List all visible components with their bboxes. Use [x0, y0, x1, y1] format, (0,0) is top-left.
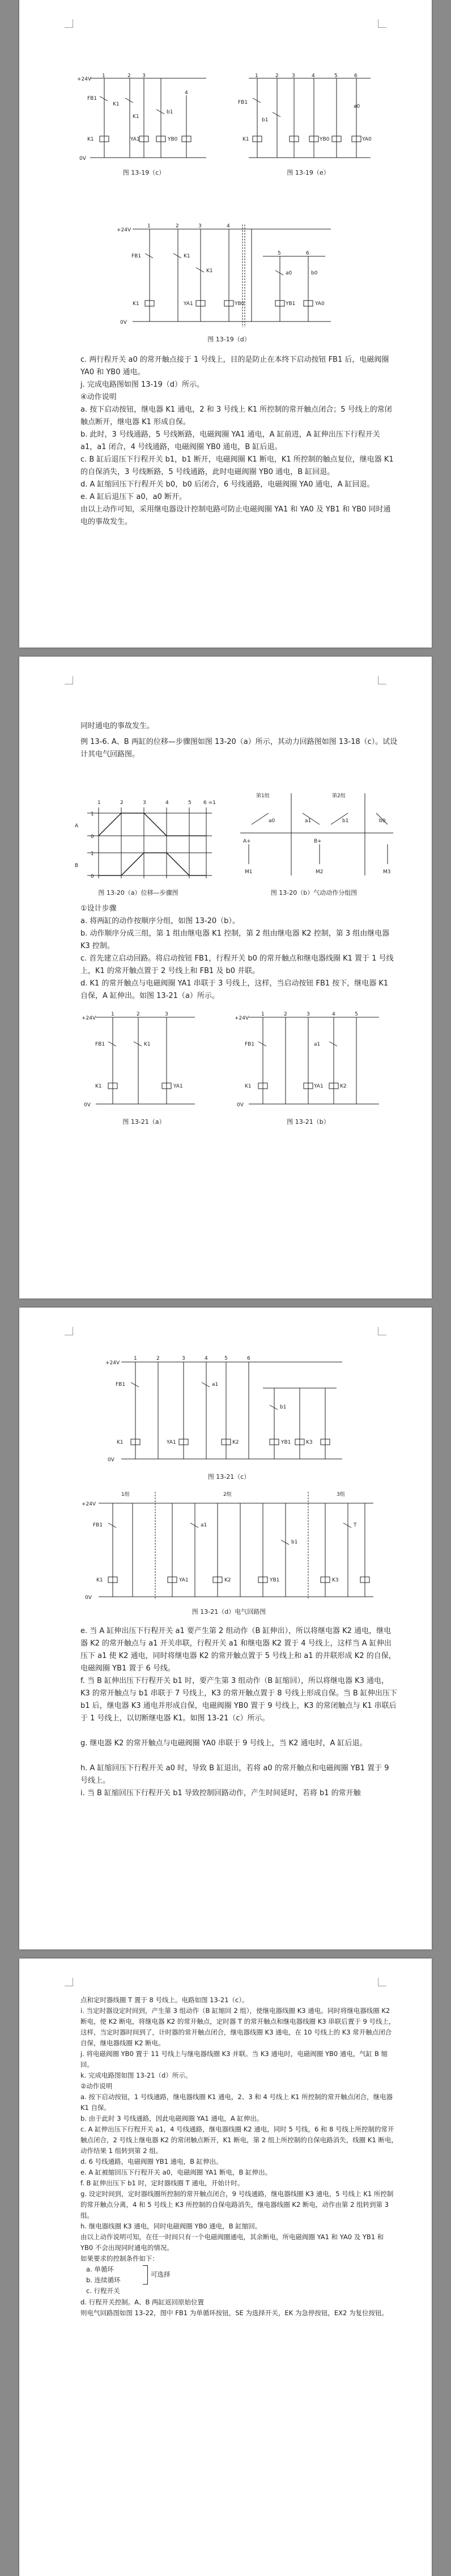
svg-text:1: 1: [91, 811, 94, 817]
paragraph: 由以上动作说明可知，在任一时间只有一个电磁阀圈通电，其余断电，所电磁阀圈 YA1 和 YA0 及 YB1 和 YB0 不会出现同时通电的情况。: [80, 2233, 384, 2252]
svg-text:b0: b0: [379, 818, 386, 824]
svg-text:T: T: [354, 1522, 357, 1528]
svg-text:4: 4: [227, 223, 230, 229]
crop-mark: [378, 676, 386, 684]
document-page-4: [19, 1959, 432, 2576]
svg-text:YA1: YA1: [173, 1084, 183, 1089]
svg-text:+24V: +24V: [117, 227, 131, 233]
group-header: 3组: [337, 1492, 345, 1498]
paragraph: b. 此时，3 号线通路，5 号线断路，电磁阀圈 YA1 通电，A 缸前进，A 缸伸出压下行程开关 a1，a1 闭合，4 号线通路，电磁阀圈 YB0 通电，B 缸后退。: [80, 430, 380, 451]
document-page-3: [19, 1308, 432, 1949]
svg-text:K1: K1: [117, 1440, 124, 1445]
motor-label: M2: [316, 869, 324, 875]
paragraph: c. 两行程开关 a0 的常开触点接于 1 号线上，目的是防止在本终下启动按钮 FB1 后，电磁阀圈 YA0 和 YB0 通电。: [80, 356, 389, 377]
paragraph: d. K1 的常开触点与电磁阀圈 YA1 串联于 3 号线上，这样，当启动按钮 FB1 按下，继电器 K1 自保，A 缸伸出。如图 13-21（a）所示。: [80, 979, 389, 1000]
svg-text:1: 1: [91, 851, 94, 857]
paragraph: a. 按下启动按钮，1 号线通路，继电器线圈 K1 通电，2、3 和 4 号线上 K1 所控制的常开触点闭合，继电器 K1 自保。: [80, 2093, 393, 2112]
paragraph: a. 按下启动按钮，继电器 K1 通电，2 和 3 号线上 K1 所控制的常开触点闭合；5 号线上的常闭触点断开，继电器 K1 形成自保。: [80, 405, 392, 426]
svg-text:1: 1: [147, 223, 151, 229]
brace-label: 可选择: [151, 2270, 171, 2278]
paragraph: e. A 缸后退压下 a0，a0 断开。: [80, 493, 187, 501]
svg-text:FB1: FB1: [87, 96, 97, 101]
svg-text:5: 5: [224, 1356, 228, 1361]
svg-text:3: 3: [292, 73, 295, 79]
svg-text:4: 4: [312, 73, 315, 79]
paragraph: b. 动作顺序分成三组，第 1 组由继电器 K1 控制，第 2 组由继电器 K2 控制，第 3 组由继电器 K3 控制。: [80, 929, 390, 950]
svg-text:K1: K1: [95, 1084, 102, 1089]
paragraph: a. 将两缸的动作按顺序分组，如图 13-20（b）。: [80, 917, 240, 925]
svg-text:a1: a1: [212, 1382, 219, 1388]
svg-text:+24V: +24V: [105, 1360, 120, 1366]
svg-text:YB0: YB0: [320, 137, 330, 142]
svg-text:YA1: YA1: [179, 1577, 189, 1583]
figure-caption: 图 13-19（c）: [122, 169, 165, 176]
paragraph: k. 完成电路图如图 13-21（d）所示。: [80, 2071, 192, 2079]
svg-text:0V: 0V: [237, 1102, 244, 1108]
document-page-1: [19, 0, 432, 648]
svg-text:5: 5: [334, 73, 338, 79]
svg-text:YA1: YA1: [130, 137, 140, 142]
circuit-diagram-13-19c: [76, 73, 218, 163]
svg-text:K1: K1: [144, 1042, 151, 1047]
figure-caption: 图 13-20（b）气动动作分组图: [270, 889, 358, 896]
svg-text:+24V: +24V: [77, 77, 92, 82]
svg-text:4: 4: [165, 800, 169, 806]
paragraph: g. 设定时间到，定时器线圈所控制的常开触点闭合，9 号线通路，继电器线圈 K3 通电，5 号线上 K1 所控制的常开触点分离，4 和 5 号线上 K3 所控制的自保电路消失，继电器线圈 K2 断电，动作由第 2 组转到第 3 组。: [80, 2190, 394, 2219]
option-list: [80, 2264, 398, 2297]
svg-text:K2: K2: [232, 1440, 239, 1445]
svg-text:FB1: FB1: [131, 253, 142, 259]
circuit-diagram-13-19d: [116, 222, 342, 330]
paragraph: g. 继电器 K2 的常开触点与电磁阀圈 YA0 串联于 9 号线上，当 K2 通电时，A 缸后退。: [80, 1739, 367, 1748]
group-label: 第2组: [332, 793, 346, 799]
circuit-diagram-13-21b: [235, 1010, 388, 1113]
paragraph: 则电气回路图如图 13-22，图中 FB1 为单循环按钮，SE 为选择开关，EK 为急停按钮，EX2 为复位按钮。: [80, 2309, 388, 2317]
svg-text:B: B: [75, 863, 79, 869]
svg-text:FB1: FB1: [116, 1382, 126, 1388]
svg-text:6: 6: [354, 73, 358, 79]
group-header: 2组: [223, 1492, 232, 1498]
svg-text:2: 2: [137, 1012, 140, 1017]
svg-text:3: 3: [182, 1356, 185, 1361]
svg-text:4: 4: [185, 90, 188, 96]
svg-text:K1: K1: [133, 301, 139, 307]
svg-text:K1: K1: [206, 268, 213, 274]
svg-text:2: 2: [176, 223, 179, 229]
paragraph: h. 继电器线圈 K3 通电，同时电磁阀圈 YB0 通电，B 缸缩回。: [80, 2222, 262, 2230]
svg-text:2: 2: [156, 1356, 160, 1361]
paragraph: 同时通电的事故发生。: [80, 722, 155, 730]
svg-text:YB1: YB1: [270, 1577, 280, 1583]
crop-mark: [378, 19, 386, 28]
paragraph: d. A 缸缩回压下行程开关 b0，b0 后闭合，6 号线通路，电磁阀圈 YA0 通电，A 缸回退。: [80, 480, 375, 489]
list-item: b. 连续循环: [86, 2276, 121, 2284]
paragraph: e. 当 A 缸伸出压下行程开关 a1 要产生第 2 组动作（B 缸伸出），所以将继电器 K2 通电，继电器 K2 的常开触点与 a1 开关串联，行程开关 a1 和继电器 K2 置于 4 号线上，这样当 A 缸伸出压下 a1 使 K2 通电，同时将继电器 K2 的常开触点置于 5 号线上和 a1 的并联形成 K2 的自保，电磁阀圈 YB1 置于 6 号线。: [80, 1627, 396, 1673]
svg-text:1: 1: [102, 73, 105, 79]
arrow-label: A+: [243, 839, 251, 844]
svg-text:FB1: FB1: [238, 100, 248, 105]
figure-caption: 图 13-21（b）: [287, 1118, 330, 1126]
svg-text:K1: K1: [242, 137, 249, 142]
svg-text:5: 5: [278, 251, 281, 256]
svg-text:a1: a1: [201, 1522, 207, 1528]
paragraph: i. 当定时器设定时间到，产生第 3 组动作（B 缸缩回 2 组），使继电器线圈 K3 通电。同时将继电器线圈 K2 断电，使 K2 断电，将继电器 K2 的常开触点，定时器 T 的常开触点和继电器线圈 K3 串联后置于 9 号线上，这样，当定时器时间到了，计时器的常开触点闭合，继电器线圈 K3 通电，在 10 号线上的 K3 常开触点闭合自保，继电器线圈 K2 断电。: [80, 2007, 395, 2047]
document-page-2: [19, 657, 432, 1298]
svg-text:YA0: YA0: [315, 301, 325, 307]
svg-text:K1: K1: [87, 137, 94, 142]
group-header: 1组: [121, 1492, 130, 1498]
svg-text:b1: b1: [291, 1539, 298, 1545]
svg-text:3: 3: [165, 1012, 168, 1017]
svg-text:0V: 0V: [85, 1595, 92, 1601]
arrow-label: B+: [314, 839, 322, 844]
svg-text:+24V: +24V: [82, 1501, 96, 1507]
paragraph: c. A 缸伸出压下行程开关 a1，4 号线通路，继电器线圈 K2 通电，同时 5 号线，6 和 8 号线上所控制的常开触点闭合，2 号线上继电器 K2 的常闭触点断开，K1 断电，第 2 组上所控制的自保电路消失，线圈 K1 断电，动作结果 1 组转到第 2 组。: [80, 2125, 398, 2155]
svg-text:K1: K1: [184, 253, 190, 259]
motor-label: M1: [245, 869, 253, 875]
svg-text:b1: b1: [342, 818, 349, 824]
paragraph: j. 完成电路图如图 13-19（d）所示。: [80, 380, 205, 389]
paragraph: i. 当 B 缸缩回压下行程开关 b1 导致控制回路动作，产生时间延时，若将 b1 的常开触: [80, 1789, 361, 1797]
crop-mark: [378, 1978, 386, 1986]
paragraph: ①设计步骤: [80, 904, 117, 913]
svg-text:1: 1: [134, 1356, 137, 1361]
page-4-body: [80, 1995, 398, 2319]
svg-text:4: 4: [332, 1012, 335, 1017]
svg-text:1: 1: [97, 800, 101, 806]
svg-text:b0: b0: [311, 270, 318, 276]
svg-text:0: 0: [91, 874, 94, 879]
svg-text:K1: K1: [96, 1577, 103, 1583]
svg-text:0: 0: [91, 834, 94, 840]
svg-text:A: A: [75, 823, 79, 829]
svg-text:YB1: YB1: [286, 301, 296, 307]
crop-mark: [65, 1327, 73, 1335]
svg-text:2: 2: [275, 73, 279, 79]
figure-caption: 图 13-19（d）: [207, 336, 250, 343]
figure-caption: 图 13-21（c）: [207, 1473, 250, 1481]
paragraph: f. 当 B 缸伸出压下行程开关 b1 时，要产生第 3 组动作（B 缸缩回），所以将继电器 K3 通电，K3 的常开触点与 b1 串联于 7 号线上，K3 的常开触点置于 8 号线上形成自保。当 B 缸伸出压下 b1 后，继电器 K3 通电并形成自保，电磁阀圈 YB0 置于 9 号线上，K3 的常闭触点与 K1 串联后于 1 号线上，以切断继电器 K1。如图 13-21（c）所示。: [80, 1677, 397, 1723]
circuit-diagram-13-21a: [82, 1010, 206, 1113]
crop-mark: [65, 1978, 73, 1986]
svg-text:b1: b1: [262, 117, 269, 123]
svg-text:K2: K2: [340, 1084, 347, 1089]
svg-text:YA1: YA1: [184, 301, 193, 307]
svg-text:K1: K1: [245, 1084, 252, 1089]
svg-text:K3: K3: [306, 1440, 313, 1445]
svg-text:b1: b1: [167, 109, 173, 115]
svg-text:1: 1: [111, 1012, 114, 1017]
paragraph: 如果要求的控制条件如下：: [80, 2254, 159, 2262]
svg-text:K1: K1: [113, 101, 120, 107]
crop-mark: [378, 1327, 386, 1335]
figure-caption: 图 13-20（a）位移—步骤图: [98, 889, 178, 896]
list-item: c. 行程开关: [86, 2287, 120, 2295]
svg-text:3: 3: [142, 73, 146, 79]
svg-text:+24V: +24V: [82, 1016, 96, 1021]
svg-text:6: 6: [306, 251, 309, 256]
paragraph: c. 首先建立启动回路。将启动按钮 FB1，行程开关 b0 的常开触点和继电器线圈 K1 置于 1 号线上，K1 的常开触点置于 2 号线上和 FB1 及 b0 并联。: [80, 954, 394, 975]
svg-text:5: 5: [355, 1012, 358, 1017]
svg-text:a0: a0: [354, 104, 360, 109]
paragraph: c. B 缸后退压下行程开关 b1，b1 断开，电磁阀圈 K1 断电，K1 所控制的触点复位，继电器 K1 的自保消失，3 号线断路，5 号线通路，此时电磁阀圈 YB0 通电，B 缸回退。: [80, 455, 394, 476]
circuit-diagram-13-19e: [235, 73, 382, 163]
figure-caption: 图 13-21（d）电气回路图: [192, 1608, 266, 1615]
svg-text:4: 4: [205, 1356, 208, 1361]
paragraph: e. A 缸被缩回压下行程开关 a0，电磁阀圈 YA1 断电，B 缸伸出。: [80, 2168, 272, 2176]
group-label: 第1组: [256, 793, 270, 799]
paragraph: d. 行程开关控制。A、B 两缸返回原始位置: [80, 2298, 205, 2306]
svg-text:1: 1: [261, 1012, 265, 1017]
svg-text:0V: 0V: [79, 156, 86, 162]
paragraph: 点和定时器线圈 T 置于 8 号线上。电路如图 13-21（c）。: [80, 1996, 249, 2004]
svg-text:YB0: YB0: [235, 301, 245, 307]
svg-text:6 =1: 6 =1: [203, 800, 216, 806]
svg-text:YA0: YA0: [362, 137, 372, 142]
crop-mark: [65, 676, 73, 684]
svg-text:K1: K1: [133, 114, 139, 120]
svg-text:FB1: FB1: [245, 1042, 255, 1047]
paragraph: d. 6 号线通路，电磁阀圈 YB1 通电，B 缸伸出。: [80, 2158, 223, 2165]
paragraph: ②动作说明: [80, 2082, 113, 2090]
svg-text:FB1: FB1: [95, 1042, 105, 1047]
svg-text:YB1: YB1: [281, 1440, 291, 1445]
svg-text:5: 5: [188, 800, 192, 806]
svg-text:2: 2: [127, 73, 131, 79]
svg-text:YB0: YB0: [168, 137, 178, 142]
paragraph: 由以上动作可知，采用继电器设计控制电路可防止电磁阀圈 YA1 和 YA0 及 YB1 和 YB0 同时通电的事故发生。: [80, 505, 391, 526]
paragraph: 例 13-6. A、B 两缸的位移—步骤图如图 13-20（a）所示，其动力回路图如图 13-18（c）。试设计其电气回路图。: [80, 738, 398, 759]
figure-caption: 图 13-19（e）: [287, 169, 330, 176]
paragraph: f. B 缸伸出压下 b1 时，定时器线圈 T 通电，开始计时。: [80, 2179, 244, 2187]
paragraph: j. 将电磁阀圈 YB0 置于 11 号线上与继电器线圈 K3 并联。当 K3 通电时，电磁阀圈 YB0 通电，气缸 B 缩回。: [80, 2050, 388, 2069]
svg-text:FB1: FB1: [93, 1522, 103, 1528]
paragraph: ④动作说明: [80, 393, 117, 401]
svg-text:3: 3: [198, 223, 202, 229]
svg-text:YA1: YA1: [167, 1440, 176, 1445]
svg-text:+24V: +24V: [235, 1016, 249, 1021]
svg-text:a1: a1: [314, 1042, 321, 1047]
svg-text:K2: K2: [224, 1577, 231, 1583]
svg-text:0V: 0V: [120, 320, 127, 325]
crop-mark: [65, 19, 73, 28]
svg-text:0V: 0V: [84, 1102, 91, 1108]
svg-text:6: 6: [247, 1356, 250, 1361]
paragraph: h. A 缸缩回压下行程开关 a0 时，导致 B 缸退出，若将 a0 的常开触点和电磁阀圈 YB1 置于 9 号线上。: [80, 1764, 389, 1785]
svg-text:2: 2: [284, 1012, 287, 1017]
circuit-diagram-13-21d: [82, 1489, 382, 1602]
svg-text:YA1: YA1: [314, 1084, 324, 1089]
svg-text:3: 3: [307, 1012, 310, 1017]
svg-text:b1: b1: [280, 1405, 287, 1410]
svg-text:3: 3: [143, 800, 146, 806]
paragraph: b. 由于此时 3 号线通路，因此电磁阀圈 YA1 通电，A 缸伸出。: [80, 2114, 263, 2122]
svg-text:K3: K3: [332, 1577, 339, 1583]
figure-caption: 图 13-21（a）: [122, 1118, 165, 1126]
motor-label: M3: [383, 869, 391, 875]
svg-text:1: 1: [255, 73, 258, 79]
action-group-diagram: [235, 790, 399, 881]
svg-text:0V: 0V: [108, 1457, 114, 1463]
circuit-diagram-13-21c: [104, 1354, 354, 1467]
svg-text:a1: a1: [305, 818, 312, 824]
displacement-step-diagram: [65, 796, 223, 881]
brace: [143, 2265, 148, 2285]
svg-text:a0: a0: [286, 270, 292, 276]
svg-text:2: 2: [120, 800, 124, 806]
list-item: a. 单循环: [86, 2265, 114, 2273]
svg-text:a0: a0: [269, 818, 275, 824]
